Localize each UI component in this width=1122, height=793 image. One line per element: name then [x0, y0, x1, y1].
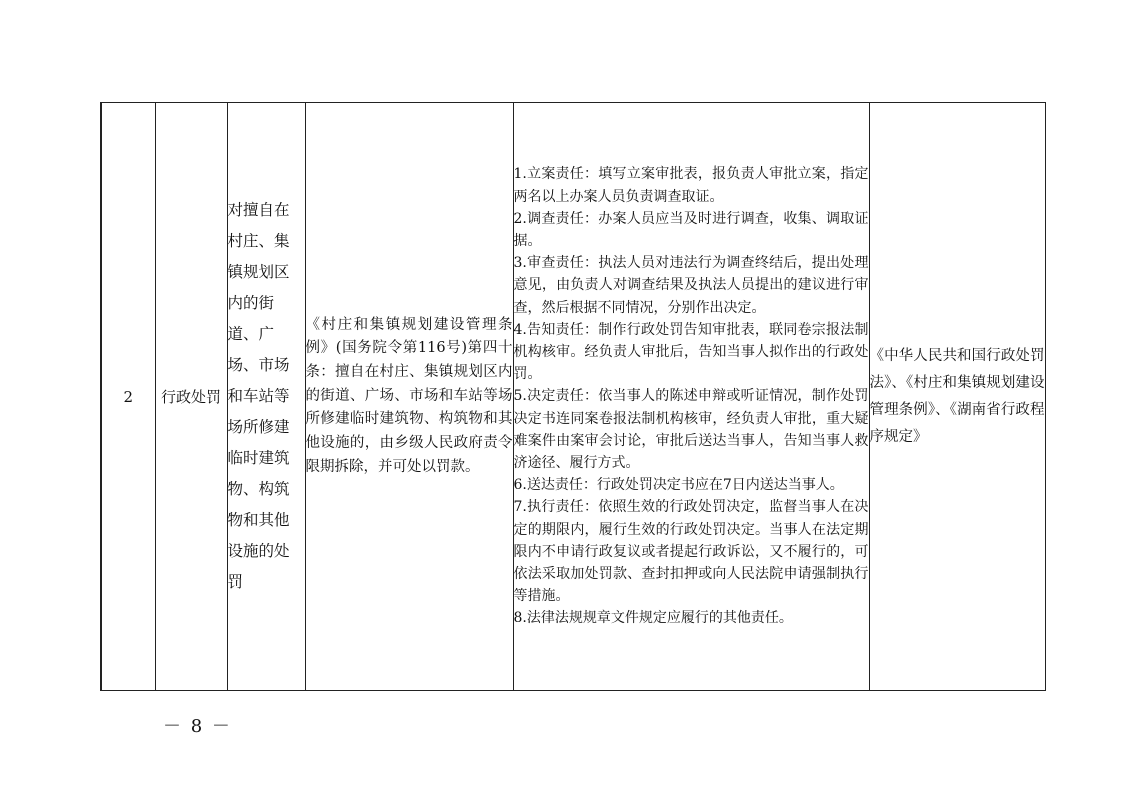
row-number: 2	[101, 103, 155, 691]
responsibility-basis: 《中华人民共和国行政处罚法》、《村庄和集镇规划建设管理条例》、《湖南省行政程序规定》	[869, 103, 1045, 691]
table-row	[101, 103, 1045, 691]
responsibility-item-service: 6.送达责任：行政处罚决定书应在7日内送达当事人。	[513, 477, 844, 494]
responsibility-item-execution: 7.执行责任：依照生效的行政处罚决定，监督当事人在决定的期限内，履行生效的行政处罚决定。当事人在法定期限内不申请行政复议或者提起行政诉讼，又不履行的，可依法采取加处罚款、查封扣押或向人民法院申请强制执行等措施。	[513, 499, 869, 605]
responsibility-item-filing: 1.立案责任：填写立案审批表，报负责人审批立案，指定两名以上办案人员负责调查取证。	[513, 166, 869, 205]
power-matter: 对擅自在村庄、集镇规划区内的街道、广场、市场和车站等场所修建临时建筑物、构筑物和其他设施的处罚	[227, 103, 305, 691]
responsibility-item-notification: 4.告知责任：制作行政处罚告知审批表，联同卷宗报法制机构核审。经负责人审批后，告知当事人拟作出的行政处罚。	[513, 321, 869, 383]
page-number: － 8 －	[163, 716, 232, 737]
responsibility-item-other: 8.法律法规规章文件规定应履行的其他责任。	[513, 610, 793, 627]
responsibility-items	[513, 103, 869, 691]
power-type: 行政处罚	[155, 103, 227, 691]
responsibility-item-review: 3.审查责任：执法人员对违法行为调查终结后，提出处理意见，由负责人对调查结果及执法人员提出的建议进行审查，然后根据不同情况，分别作出决定。	[513, 255, 869, 316]
responsibility-item-decision: 5.决定责任：依当事人的陈述申辩或听证情况，制作处罚决定书连同案卷报法制机构核审，经负责人审批，重大疑难案件由案审会讨论，审批后送达当事人，告知当事人救济途径、履行方式。	[513, 388, 869, 471]
power-list-table	[100, 102, 1046, 691]
responsibility-item-investigation: 2.调查责任：办案人员应当及时进行调查，收集、调取证据。	[513, 210, 869, 249]
legal-basis: 《村庄和集镇规划建设管理条例》(国务院令第116号)第四十条：擅自在村庄、集镇规划区内的街道、广场、市场和车站等场所修建临时建筑物、构筑物和其他设施的，由乡级人民政府责令限期拆除，并可处以罚款。	[305, 103, 513, 691]
